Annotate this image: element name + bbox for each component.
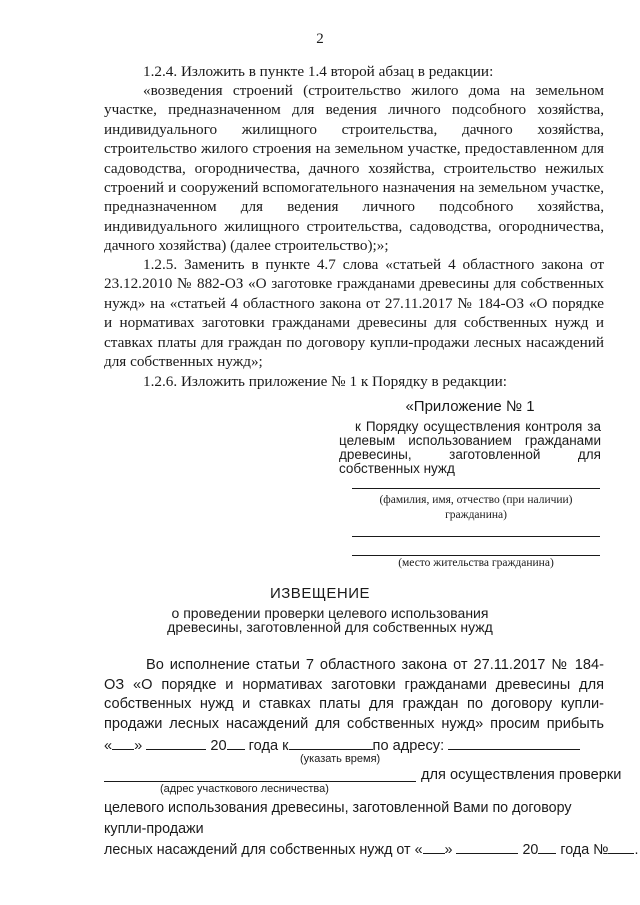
time-blank [289,736,373,750]
year-blank [227,736,245,750]
notice-subtitle: о проведении проверки целевого использования древесины, заготовленной для собственных нужд [167,605,493,635]
month-blank [146,736,206,750]
final-year-prefix: 20 [522,842,539,858]
final-date-open: лесных насаждений для собственных нужд от « [104,842,423,858]
date-close-quote: » [134,738,143,754]
final-number-blank [608,840,634,854]
paragraph-1-2-6: 1.2.6. Изложить приложение № 1 к Порядку в редакции: [143,373,508,390]
appendix-title: «Приложение № 1 [405,398,535,415]
forestry-caption: (адрес участкового лесничества) [160,783,329,795]
paragraph-1-2-5: 1.2.5. Заменить в пункте 4.7 слова «статьей 4 областного закона от 23.12.2010 № 882-ОЗ «О заготовке гражданами древесины для собственных нужд» на «статьей 4 областного закона от 27.11.2017 № 184-ОЗ «О порядке и нормативах заготовки гражданами древесины для собственных нужд и ставках платы для граждан по договору купли-продажи лесных насаждений для собственных нужд»; [104,256,604,371]
residence-line-2 [352,555,600,556]
final-line-2 [104,840,639,861]
name-caption: (фамилия, имя, отчество (при наличии) гражданина) [379,494,573,521]
paragraph-1-2-4: 1.2.4. Изложить в пункте 1.4 второй абзац в редакции: [143,63,494,80]
address-blank [448,736,580,750]
appendix-subtitle: к Порядку осуществления контроля за целевым использованием гражданами древесины, заготовленной для собственных нужд [339,419,601,476]
final-month-blank [456,840,518,854]
final-date-close: » [444,842,453,858]
residence-line-1 [352,536,600,537]
final-year-blank [538,840,556,854]
year-prefix: 20 [210,738,227,754]
date-row [104,736,604,754]
paragraph-1-2-4-quote: «возведения строений (строительство жилого дома на земельном участке, предназначенном для ведения личного подсобного хозяйства, индивидуального жилищного строительства, дачного хозяйства, строительство жилого строения на земельном участке, предоставленном для садоводства, огородничества, дачного хозяйства, строительство нежилых строений и сооружений вспомогательного назначения на земельном участке, предназначенном для ведения личного подсобного хозяйства, индивидуального жилищного строительства, садоводства, огородничества, дачного хозяйства) (далее строительство);»; [104,82,604,255]
address-label: по адресу: [372,738,445,754]
final-end: . [634,842,639,858]
final-year-suffix: года № [560,842,609,858]
final-day-blank [423,840,445,854]
final-line-1: целевого использования древесины, заготовленной Вами по договору купли-продажи [104,800,572,837]
residence-caption: (место жительства гражданина) [398,557,554,569]
date-open-quote: « [104,738,113,754]
notice-title: ИЗВЕЩЕНИЕ [269,585,371,602]
year-suffix: года к [248,738,289,754]
page-number: 2 [316,31,324,47]
notice-paragraph: Во исполнение статьи 7 областного закона от 27.11.2017 № 184-ОЗ «О порядке и нормативах заготовки гражданами древесины для собственных нужд и ставках платы для граждан по договору купли-продажи лесных насаждений для собственных нужд» просим прибыть [104,657,604,732]
forestry-line [104,781,416,782]
day-blank [112,736,134,750]
final-paragraph [104,798,639,861]
time-caption: (указать время) [300,753,381,765]
name-line [352,488,600,489]
purpose-text: для осуществления проверки [421,767,622,783]
